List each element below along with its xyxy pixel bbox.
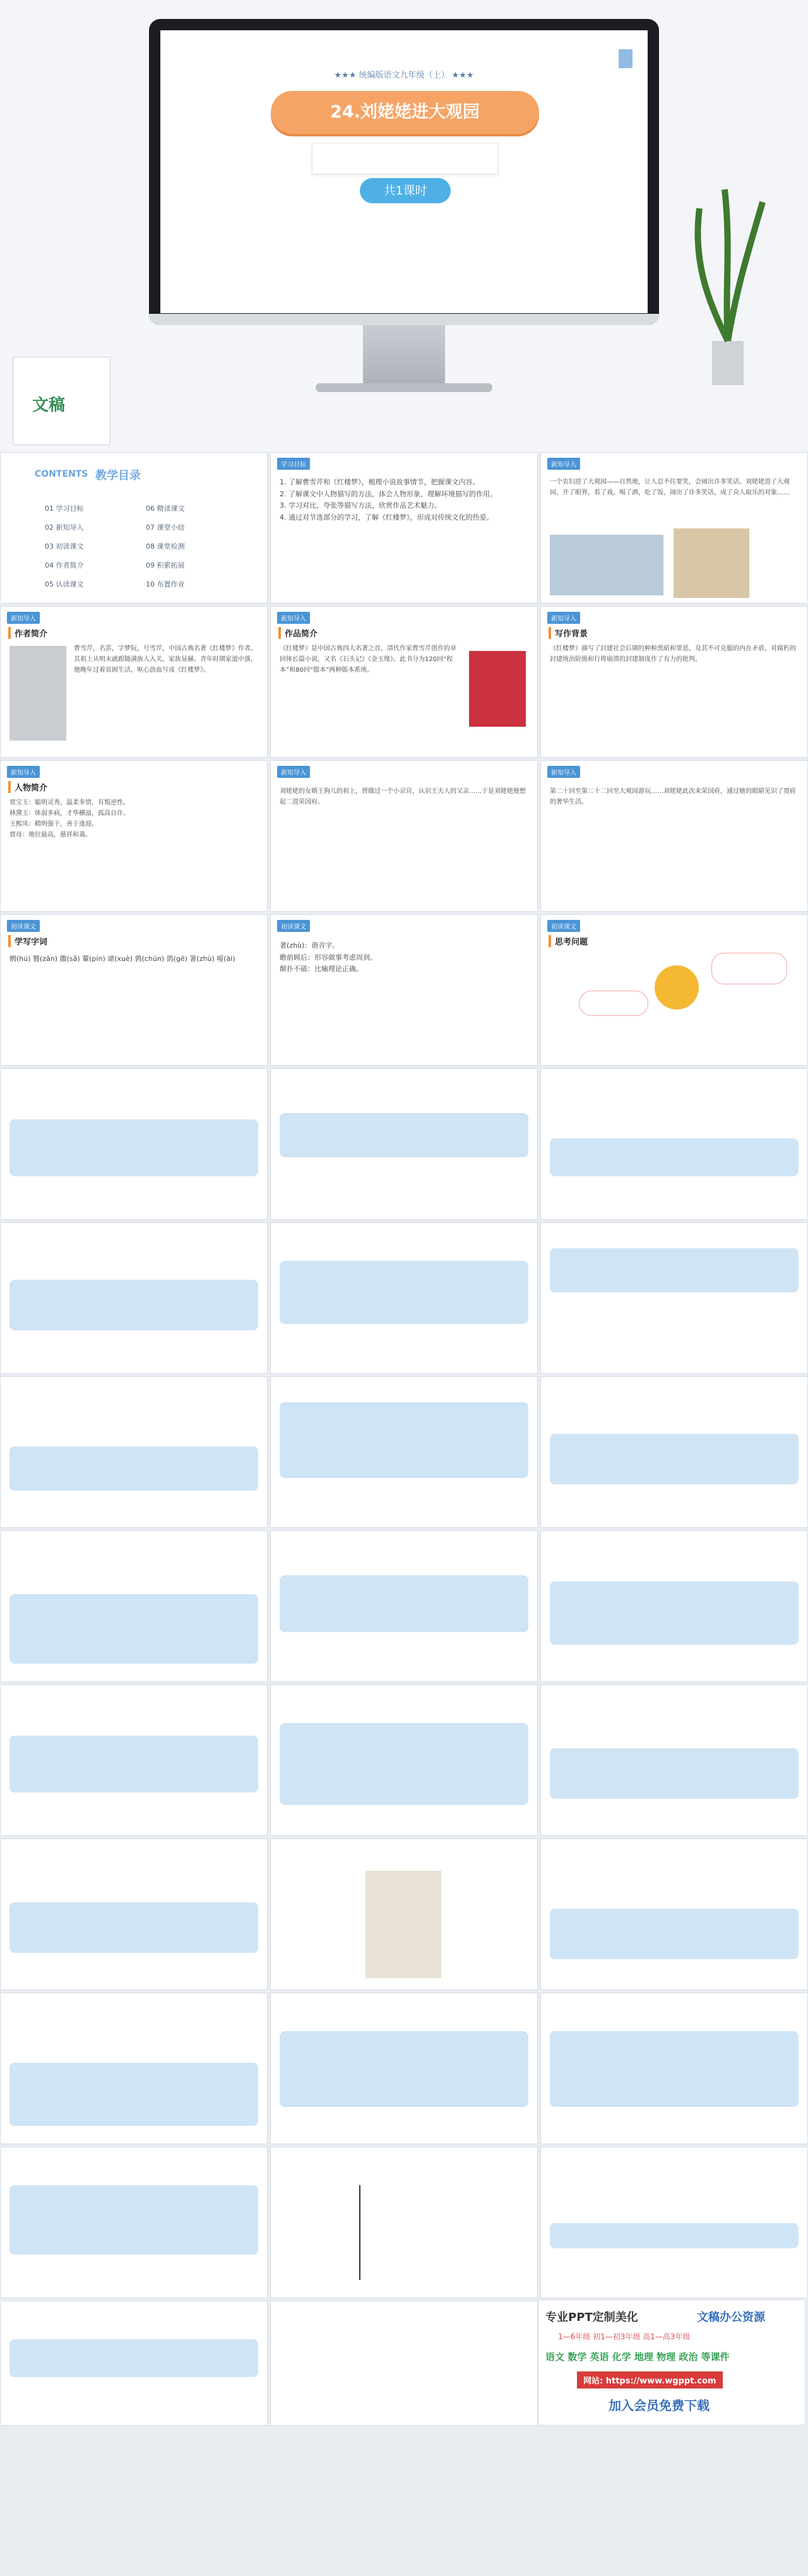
slide-grid-rest [0,1068,808,2426]
slide-plot-2 [540,760,808,912]
slide-card [540,1068,808,1220]
slide-body: 刘姥姥的女婿王狗儿的祖上，曾做过一个小京官，认识王夫人的父亲……于是刘姥姥便想起二进荣国府。 [280,788,526,806]
slide-card [270,1068,538,1220]
slide-card [270,1839,538,1990]
slide-card [270,1222,538,1374]
slide-title: 作品简介 [278,627,318,639]
speech-bubble [579,991,648,1016]
slide-card [0,1222,268,1374]
slide-title: 思考问题 [549,935,588,947]
slide-tag: 新知导入 [547,612,580,624]
answer-box [9,1280,258,1330]
top-stars: ★★★ 统编版语文九年级（上） ★★★ [334,71,474,80]
slide-author [0,606,268,758]
slide-tag: 新知导入 [7,612,40,624]
toc-title: 教学目录 [95,469,141,482]
slide-body: 著(zhù)：谐音字。 瞻前顾后：形容做事考虑周到。 颠扑不破：比喻理论正确。 [280,941,377,974]
promo-brand: 文稿办公资源 [697,2311,765,2324]
slide-characters [0,760,268,912]
toc-item[interactable]: 02 新知导入 [45,523,84,532]
answer-box [550,1582,799,1645]
slide-card [0,1685,268,1836]
answer-box [9,2063,258,2126]
speech-bubble [711,953,787,984]
slide-card [540,1993,808,2144]
slide-work [270,606,538,758]
toc-item[interactable]: 01 学习目标 [45,504,84,513]
slide-title: 写作背景 [549,627,588,639]
reading-badge [655,965,699,1010]
slide-definitions [270,914,538,1066]
toc-list [45,503,247,589]
answer-box [550,1909,799,1959]
slide-card [540,1685,808,1836]
answer-box [9,1446,258,1491]
slide-goals [270,452,538,604]
slide-card [540,1839,808,1990]
promo-grades: 1—6年级 初1—初3年级 高1—高3年级 [558,2332,691,2341]
slide-plot-1 [270,760,538,912]
desk-calendar [13,357,110,445]
answer-box [550,2223,799,2248]
answer-box [9,2185,258,2255]
answer-box [9,1119,258,1176]
slide-body: 第二十回至第二十二回至大观园游玩……刘姥姥此次来荣国府，通过她的眼睛见识了贾府的奢华生活。 [550,788,796,806]
slide-vocab [0,914,268,1066]
slide-card [0,1993,268,2144]
slide-card [0,2147,268,2298]
slide-tag: 新知导入 [547,766,580,778]
title-underline-card [312,143,498,174]
slide-body: 曹雪芹，名霑，字梦阮，号雪芹，中国古典名著《红楼梦》作者。其祖上从明末就跟随满族人入关，家族显赫。青年时期家道中落，他晚年过着贫困生活，呕心沥血写成《红楼梦》。 [74,645,257,674]
author-portrait [9,646,66,741]
illustration-image [365,1871,441,1978]
toc-item[interactable]: 05 认读课文 [45,580,84,588]
slide-card [540,2147,808,2298]
slide-body: 一个农妇进了大观园——自然地，让人忍不住要笑，会闹出许多笑话。刘姥姥进了大观园，开了眼界，看了戏，喝了酒，吃了饭，闹出了许多笑话，成了众人取乐的对象…… [550,479,790,496]
hero-banner [0,0,808,452]
toc-item[interactable]: 10 布置作业 [146,580,185,588]
slide-card [270,2301,538,2426]
slide-card [270,1376,538,1528]
slide-body: 鹘(hú) 簪(zān) 撒(sǎ) 颦(pín) 谑(xuè) 鹑(chún) 鸽(gē) 箸(zhù) 嗳(ài) [9,955,235,963]
toc-item[interactable]: 03 初读课文 [45,542,84,551]
toc-item[interactable]: 07 课堂小结 [146,523,185,532]
book-cover-image [469,651,526,727]
toc-item[interactable]: 04 作者简介 [45,561,84,569]
slide-card [540,1530,808,1682]
toc-label: CONTENTS [35,469,88,479]
slide-tag: 新知导入 [7,766,40,778]
corner-decor [619,49,633,68]
slide-intro [540,452,808,604]
monitor-frame [149,19,659,325]
slide-tag: 新知导入 [277,612,310,624]
slide-toc [0,452,268,604]
illustration-image [550,535,663,595]
answer-box [280,1575,528,1632]
slide-card [270,2147,538,2298]
slide-questions [540,914,808,1066]
slide-body: 贾宝玉：聪明灵秀，温柔多情，有叛逆性。 林黛玉：体弱多病，才华横溢，孤高自许。 王熙凤：精明强干，善于逢迎。 贾母：地位最高，慈祥和蔼。 [9,799,129,838]
answer-box [280,1261,528,1324]
slide-card [0,1376,268,1528]
toc-item[interactable]: 09 积累拓展 [146,561,185,569]
answer-box [550,1138,799,1176]
lesson-hours-badge: 共1课时 [360,178,451,203]
promo-subjects: 语文 数学 英语 化学 地理 物理 政治 等课件 [545,2351,730,2363]
potted-plant-icon [680,183,775,391]
promo-site[interactable]: 网站: https://www.wgppt.com [577,2371,723,2388]
slide-card [0,2301,268,2426]
toc-item[interactable]: 06 精读课文 [146,504,185,513]
monitor-screen [160,30,648,313]
answer-box [280,1113,528,1157]
slide-card [0,1530,268,1682]
slide-tag: 初读课文 [547,920,580,932]
illustration-image [674,528,749,598]
slide-card [0,1068,268,1220]
slide-card [0,1839,268,1990]
slide-card [270,1530,538,1682]
slide-tag: 新知导入 [547,458,580,470]
slide-tag: 学习目标 [277,458,310,470]
slide-body: 1. 了解曹雪芹和《红楼梦》，梳理小说故事情节，把握课文内容。 2. 了解课文中人物描写的方法，体会人物形象，理解环境描写的作用。 3. 学习对比、夸张等描写方法，欣赏作品艺术魅力。 4. 通过对节选部分的学习，了解《红楼梦》，形成对传统文化的热爱。 [280,478,497,522]
monitor-stand [363,325,445,383]
answer-box [280,1723,528,1805]
answer-box [9,1594,258,1664]
calendar-logo: 文稿 [32,396,66,415]
answer-box [280,2031,528,2107]
slide-background [540,606,808,758]
slide-card [270,1993,538,2144]
answer-box [9,1902,258,1953]
slide-tag: 初读课文 [7,920,40,932]
slide-title: 人物简介 [8,781,47,793]
promo-line1: 专业PPT定制美化 [545,2311,638,2324]
lesson-title: 24.刘姥姥进大观园 [271,91,539,134]
answer-box [9,2339,258,2377]
promo-cta[interactable]: 加入会员免费下载 [609,2398,710,2413]
slide-title: 作者简介 [8,627,47,639]
answer-box [550,2031,799,2107]
answer-box [550,1248,799,1292]
board-diagram [359,2185,454,2280]
slide-body: 《红楼梦》描写了封建社会后期的种种黑暗和罪恶，及其不可克服的内在矛盾，对腐朽的封建统治阶级和行将崩溃的封建制度作了有力的批判。 [550,645,796,663]
slide-card [540,1376,808,1528]
slide-card [540,1222,808,1374]
answer-box [280,1402,528,1478]
slide-title: 学写字词 [8,935,47,947]
promo-block [539,2301,804,2424]
toc-item[interactable]: 08 课堂检测 [146,542,185,551]
answer-box [550,1434,799,1484]
monitor-base [316,383,492,392]
slide-card [270,1685,538,1836]
slide-body: 《红楼梦》是中国古典四大名著之首，清代作家曹雪芹创作的章回体长篇小说，又名《石头记》《金玉缘》。此书分为120回“程本”和80回“脂本”两种版本系统。 [280,645,456,674]
answer-box [550,1748,799,1799]
monitor-chin [149,314,659,325]
slide-tag: 新知导入 [277,766,310,778]
slide-tag: 初读课文 [277,920,310,932]
answer-box [9,1736,258,1792]
